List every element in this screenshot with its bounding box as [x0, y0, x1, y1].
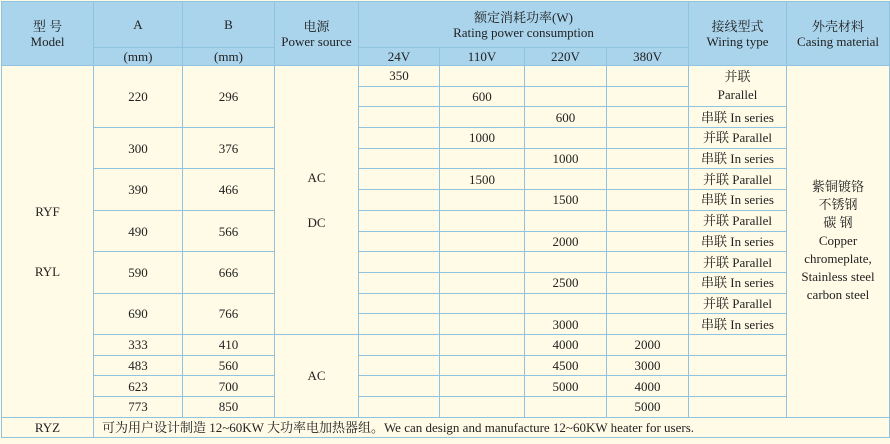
- v220-cell: 3000: [525, 314, 607, 335]
- wiring-cell: 串联 In series: [689, 107, 787, 128]
- table-row: [2, 355, 890, 376]
- v24-cell: [359, 190, 440, 211]
- wiring-cell: 串联 In series: [689, 190, 787, 211]
- v220-cell: 4000: [525, 334, 607, 355]
- v110-cell: [440, 190, 525, 211]
- v380-cell: [607, 128, 689, 149]
- v380-cell: [607, 190, 689, 211]
- dim-a: 773: [94, 397, 183, 418]
- dim-b: 296: [183, 66, 275, 128]
- dim-b: 560: [183, 355, 275, 376]
- header-wiring: 接线型式 Wiring type: [689, 2, 787, 66]
- v110-cell: [440, 66, 525, 87]
- dim-a: 300: [94, 128, 183, 169]
- wiring-cell: 并联 Parallel: [689, 128, 787, 149]
- table-row: [2, 293, 890, 314]
- v220-cell: [525, 66, 607, 87]
- wiring-cell: 串联 In series: [689, 314, 787, 335]
- v220-cell: 4500: [525, 355, 607, 376]
- v220-cell: [525, 169, 607, 190]
- header-model: 型 号 Model: [2, 2, 94, 66]
- v24-cell: [359, 86, 440, 107]
- v380-cell: [607, 169, 689, 190]
- v380-cell: 2000: [607, 334, 689, 355]
- v24-cell: [359, 107, 440, 128]
- dim-b: 410: [183, 334, 275, 355]
- v220-cell: 1500: [525, 190, 607, 211]
- dim-b: 666: [183, 252, 275, 293]
- table-row: [2, 210, 890, 231]
- v220-cell: [525, 210, 607, 231]
- v220-cell: [525, 128, 607, 149]
- v380-cell: [607, 148, 689, 169]
- wiring-cell: 并联 Parallel: [689, 252, 787, 273]
- v110-cell: [440, 355, 525, 376]
- v380-cell: [607, 293, 689, 314]
- v220-cell: 2000: [525, 231, 607, 252]
- v380-cell: [607, 66, 689, 87]
- unit-a: (mm): [94, 48, 183, 66]
- v110-cell: [440, 210, 525, 231]
- v24-cell: [359, 128, 440, 149]
- v110-cell: [440, 376, 525, 397]
- wiring-cell: [689, 334, 787, 355]
- v220-cell: [525, 397, 607, 418]
- wiring-cell: 串联 In series: [689, 231, 787, 252]
- v110-cell: [440, 293, 525, 314]
- v24-cell: [359, 314, 440, 335]
- v24-cell: [359, 272, 440, 293]
- header-a: A: [94, 2, 183, 48]
- dim-b: 466: [183, 169, 275, 210]
- header-24v: 24V: [359, 48, 440, 66]
- v220-cell: [525, 86, 607, 107]
- wiring-cell: [689, 397, 787, 418]
- dim-a: 690: [94, 293, 183, 334]
- v220-cell: 1000: [525, 148, 607, 169]
- power-source-cell: AC DC: [275, 66, 359, 335]
- v24-cell: [359, 252, 440, 273]
- v110-cell: [440, 334, 525, 355]
- wiring-cell: 并联 Parallel: [689, 169, 787, 190]
- table-row: [2, 397, 890, 418]
- v24-cell: [359, 355, 440, 376]
- header-rating: 额定消耗功率(W) Rating power consumption: [359, 2, 689, 48]
- wiring-cell: 并联 Parallel: [689, 210, 787, 231]
- v110-cell: [440, 272, 525, 293]
- v110-cell: [440, 107, 525, 128]
- v110-cell: [440, 252, 525, 273]
- header-power-source: 电源 Power source: [275, 2, 359, 66]
- v380-cell: 3000: [607, 355, 689, 376]
- v380-cell: 5000: [607, 397, 689, 418]
- v380-cell: [607, 272, 689, 293]
- v380-cell: [607, 252, 689, 273]
- table-row: [2, 417, 890, 438]
- v24-cell: [359, 376, 440, 397]
- v110-cell: 1500: [440, 169, 525, 190]
- dim-a: 390: [94, 169, 183, 210]
- dim-a: 483: [94, 355, 183, 376]
- v380-cell: [607, 314, 689, 335]
- v220-cell: [525, 252, 607, 273]
- dim-a: 623: [94, 376, 183, 397]
- power-source-ac-cell: AC: [275, 334, 359, 417]
- wiring-cell: 并联 Parallel: [689, 66, 787, 107]
- v24-cell: [359, 169, 440, 190]
- dim-b: 766: [183, 293, 275, 334]
- dim-b: 566: [183, 210, 275, 251]
- table-row: [2, 334, 890, 355]
- wiring-cell: 串联 In series: [689, 272, 787, 293]
- v24-cell: [359, 397, 440, 418]
- v110-cell: [440, 397, 525, 418]
- v380-cell: 4000: [607, 376, 689, 397]
- v380-cell: [607, 210, 689, 231]
- v110-cell: [440, 148, 525, 169]
- wiring-cell: [689, 376, 787, 397]
- ryz-note: 可为用户设计制造 12~60KW 大功率电加热器组。We can design and manufacture 12~60KW heater for users.: [94, 417, 890, 438]
- dim-b: 700: [183, 376, 275, 397]
- dim-b: 850: [183, 397, 275, 418]
- v24-cell: [359, 334, 440, 355]
- v380-cell: [607, 107, 689, 128]
- table-row: [2, 128, 890, 149]
- v220-cell: [525, 293, 607, 314]
- header-380v: 380V: [607, 48, 689, 66]
- header-casing: 外壳材料 Casing material: [787, 2, 890, 66]
- wiring-cell: 串联 In series: [689, 148, 787, 169]
- model-cell-ryz: RYZ: [2, 417, 94, 438]
- wiring-cell: [689, 355, 787, 376]
- table-row: [2, 169, 890, 190]
- v24-cell: [359, 293, 440, 314]
- v220-cell: 2500: [525, 272, 607, 293]
- v110-cell: 1000: [440, 128, 525, 149]
- header-b: B: [183, 2, 275, 48]
- unit-b: (mm): [183, 48, 275, 66]
- header-220v: 220V: [525, 48, 607, 66]
- table-row: [2, 66, 890, 87]
- v110-cell: 600: [440, 86, 525, 107]
- v24-cell: 350: [359, 66, 440, 87]
- v110-cell: [440, 231, 525, 252]
- model-cell: RYF RYL: [2, 66, 94, 418]
- table-row: [2, 376, 890, 397]
- dim-a: 333: [94, 334, 183, 355]
- dim-a: 590: [94, 252, 183, 293]
- v220-cell: 5000: [525, 376, 607, 397]
- casing-cell: 紫铜镀铬 不锈钢 碳 钢 Copper chromeplate, Stainless steel carbon steel: [787, 66, 890, 418]
- dim-a: 490: [94, 210, 183, 251]
- v220-cell: 600: [525, 107, 607, 128]
- v380-cell: [607, 231, 689, 252]
- dim-b: 376: [183, 128, 275, 169]
- v110-cell: [440, 314, 525, 335]
- v24-cell: [359, 231, 440, 252]
- header-110v: 110V: [440, 48, 525, 66]
- table-row: [2, 252, 890, 273]
- v380-cell: [607, 86, 689, 107]
- wiring-cell: 并联 Parallel: [689, 293, 787, 314]
- spec-table: [1, 1, 890, 438]
- v24-cell: [359, 210, 440, 231]
- v24-cell: [359, 148, 440, 169]
- dim-a: 220: [94, 66, 183, 128]
